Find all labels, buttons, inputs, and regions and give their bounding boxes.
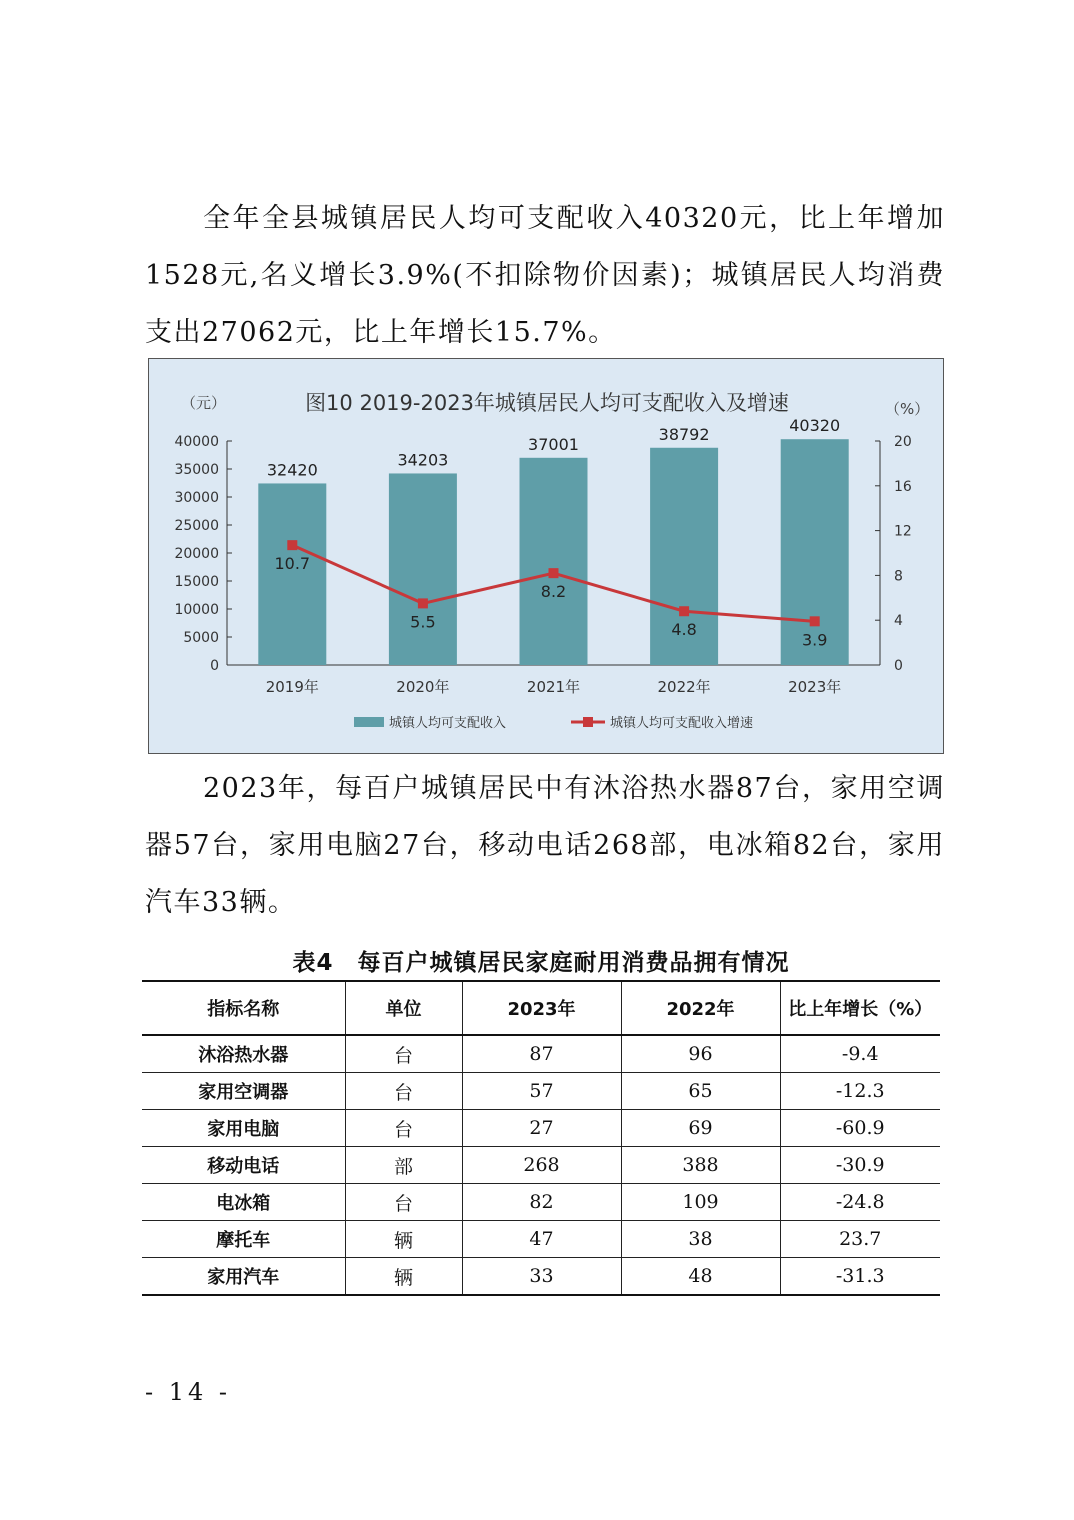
table-cell: 48 [621, 1258, 780, 1296]
bar-value-label: 37001 [528, 434, 579, 454]
table-row [142, 1073, 940, 1110]
legend-label-bar: 城镇人均可支配收入 [389, 716, 507, 731]
bar-value-label: 40320 [789, 416, 841, 436]
y-right-tick-label: 16 [894, 478, 912, 495]
table-cell: -60.9 [780, 1110, 940, 1147]
growth-point [418, 598, 428, 608]
y-right-tick-label: 12 [894, 523, 912, 540]
y-left-tick-label: 30000 [174, 490, 219, 506]
y-left-tick-label: 15000 [174, 574, 219, 590]
table-header-cell: 2022年 [621, 981, 780, 1035]
table-cell: -12.3 [780, 1073, 940, 1110]
table-cell: 38 [621, 1221, 780, 1258]
legend-swatch-bar [354, 717, 384, 727]
table-cell: 69 [621, 1110, 780, 1147]
table-cell: 96 [621, 1035, 780, 1073]
durables-table [142, 980, 940, 1296]
growth-value-label: 3.9 [801, 630, 828, 650]
bar-value-label: 38792 [658, 424, 710, 444]
table-cell: 台 [345, 1184, 462, 1221]
income-chart [148, 358, 944, 754]
page-number: - 14 - [145, 1378, 232, 1406]
table-row [142, 1258, 940, 1296]
table-cell: 23.7 [780, 1221, 940, 1258]
y-right-tick-label: 8 [894, 568, 903, 585]
paragraph-durables: 2023年，每百户城镇居民中有沐浴热水器87台，家用空调器57台，家用电脑27台，移动电话268部，电冰箱82台，家用汽车33辆。 [145, 773, 945, 918]
growth-value-label: 5.5 [410, 612, 436, 632]
table-cell: 82 [462, 1184, 621, 1221]
income-bar [258, 483, 326, 665]
table-header-cell: 单位 [345, 981, 462, 1035]
table-cell: 33 [462, 1258, 621, 1296]
legend-label-line: 城镇人均可支配收入增速 [610, 716, 754, 731]
table-cell: 27 [462, 1110, 621, 1147]
table-cell: 268 [462, 1147, 621, 1184]
table-header-row [142, 981, 940, 1035]
table-cell: 家用电脑 [142, 1110, 345, 1147]
table-cell: 家用汽车 [142, 1258, 345, 1296]
x-tick-label: 2022年 [657, 678, 711, 696]
table-row [142, 1110, 940, 1147]
x-tick-label: 2020年 [396, 678, 450, 696]
table-cell: -31.3 [780, 1258, 940, 1296]
chart-title: 图10 2019-2023年城镇居民人均可支配收入及增速 [305, 391, 789, 415]
growth-value-label: 10.7 [274, 554, 311, 574]
table-cell: 台 [345, 1110, 462, 1147]
table-cell: 47 [462, 1221, 621, 1258]
table-cell: 辆 [345, 1221, 462, 1258]
paragraph-income: 全年全县城镇居民人均可支配收入40320元，比上年增加1528元,名义增长3.9%(不扣除物价因素)；城镇居民人均消费支出27062元，比上年增长15.7%。 [145, 203, 945, 348]
table-cell: 65 [621, 1073, 780, 1110]
x-tick-label: 2023年 [788, 678, 842, 696]
table-header-cell: 2023年 [462, 981, 621, 1035]
y-left-tick-label: 20000 [174, 546, 219, 562]
y-left-tick-label: 35000 [174, 462, 219, 478]
table-cell: 57 [462, 1073, 621, 1110]
table-cell: 台 [345, 1035, 462, 1073]
table-cell: 台 [345, 1073, 462, 1110]
y-right-tick-label: 0 [894, 658, 903, 674]
table-cell: -30.9 [780, 1147, 940, 1184]
table-row [142, 1147, 940, 1184]
table-title: 表4 每百户城镇居民家庭耐用消费品拥有情况 [292, 950, 790, 976]
y-left-tick-label: 40000 [174, 434, 219, 450]
table-cell: -24.8 [780, 1184, 940, 1221]
x-tick-label: 2019年 [265, 678, 319, 696]
table-cell: 部 [345, 1147, 462, 1184]
y-left-tick-label: 0 [210, 658, 219, 674]
table-cell: 移动电话 [142, 1147, 345, 1184]
income-bar [389, 473, 457, 665]
legend-swatch-marker [583, 717, 593, 727]
x-tick-label: 2021年 [526, 678, 581, 696]
table-cell: 摩托车 [142, 1221, 345, 1258]
table-row [142, 1221, 940, 1258]
table-row [142, 1035, 940, 1073]
y-left-unit: （元） [181, 394, 227, 412]
table-row [142, 1184, 940, 1221]
growth-value-label: 4.8 [671, 620, 697, 640]
bar-value-label: 32420 [266, 460, 318, 480]
table-cell: 家用空调器 [142, 1073, 345, 1110]
table-header-cell: 比上年增长（%） [780, 981, 940, 1035]
growth-point [810, 616, 820, 626]
y-left-tick-label: 5000 [183, 630, 219, 646]
table-cell: -9.4 [780, 1035, 940, 1073]
y-right-unit: （%） [885, 400, 930, 418]
table-cell: 388 [621, 1147, 780, 1184]
y-right-tick-label: 4 [894, 613, 903, 630]
table-header-cell: 指标名称 [142, 981, 345, 1035]
growth-point [549, 568, 559, 578]
y-right-tick-label: 20 [894, 434, 912, 450]
y-left-tick-label: 25000 [174, 518, 219, 534]
y-left-tick-label: 10000 [174, 602, 219, 618]
table-cell: 109 [621, 1184, 780, 1221]
growth-point [287, 540, 297, 550]
bar-value-label: 34203 [397, 450, 449, 470]
income-bar [520, 458, 588, 665]
table-cell: 电冰箱 [142, 1184, 345, 1221]
growth-point [679, 606, 689, 616]
chart-canvas [149, 359, 943, 753]
table-cell: 沐浴热水器 [142, 1035, 345, 1073]
table-cell: 87 [462, 1035, 621, 1073]
table-cell: 辆 [345, 1258, 462, 1296]
growth-value-label: 8.2 [540, 582, 567, 602]
